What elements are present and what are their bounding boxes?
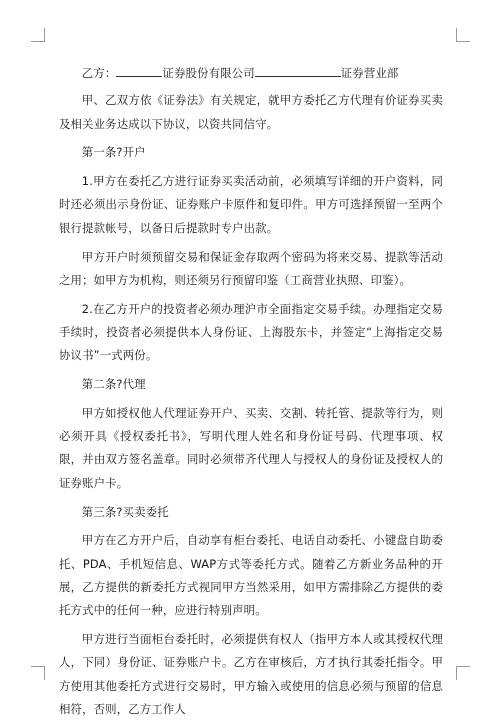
article-1-heading: 第一条?开户 <box>81 145 146 160</box>
paragraph: 2.在乙方开户的投资者必须办理沪市全面指定交易手续。办理指定交易手续时，投资者必须提供本人身份证、上海股东卡，并签定“上海指定交易协议书”一式两份。 <box>59 301 443 363</box>
crop-mark-bottom-left <box>31 666 45 680</box>
crop-mark-top-left <box>31 28 45 42</box>
intro-paragraph: 甲、乙双方依《证券法》有关规定，就甲方委托乙方代理有价证券买卖及相关业务达成以下协议，以资共同信守。 <box>59 93 443 131</box>
party-b-label: 乙方： <box>81 66 117 80</box>
blank-line <box>116 62 162 77</box>
article-3-heading: 第三条?买卖委托 <box>81 504 169 519</box>
party-b-branch: 证券营业部 <box>340 66 399 80</box>
paragraph: 甲方进行当面柜台委托时，必须提供有权人（指甲方本人或其授权代理人，下同）身份证、证券账户卡。乙方在审核后，方才执行其委托指令。甲方使用其他委托方式进行交易时，甲方输入或使用的信息必须与预留的信息相符，否则，乙方工作人 <box>59 632 443 716</box>
document-body <box>59 62 443 727</box>
paragraph: 1.甲方在委托乙方进行证券买卖活动前，必须填写详细的开户资料，同时还必须出示身份证、证券账户卡原件和复印件。甲方可选择预留一至两个银行提款帐号，以备日后提款时专户出款。 <box>59 174 443 235</box>
party-b-line <box>59 62 443 85</box>
paragraph: 甲方如授权他人代理证券开户、买卖、交割、转托管、提款等行为，则必须开具《授权委托书》，写明代理人姓名和身份证号码、代理事项、权限，并由双方签名盖章。同时必须带齐代理人与授权人的身份证及授权人的证券账户卡。 <box>59 405 443 490</box>
crop-mark-bottom-right <box>456 666 470 680</box>
blank-line <box>255 62 341 77</box>
paragraph: 甲方在乙方开户后，自动享有柜台委托、电话自动委托、小键盘自助委托、PDA、手机短信息、WAP方式等委托方式。随着乙方新业务品种的开展，乙方提供的新委托方式视同甲方当然采用，如甲方需排除乙方提供的委托方式中的任何一种，应进行特别声明。 <box>59 533 443 618</box>
article-2-heading: 第二条?代理 <box>81 377 146 392</box>
party-b-company: 证券股份有限公司 <box>162 66 255 80</box>
paragraph: 甲方开户时须预留交易和保证金存取两个密码为将来交易、提款等活动之用；如甲方为机构，则还须另行预留印鉴（工商营业执照、印鉴）。 <box>59 249 443 287</box>
crop-mark-top-right <box>456 28 470 42</box>
